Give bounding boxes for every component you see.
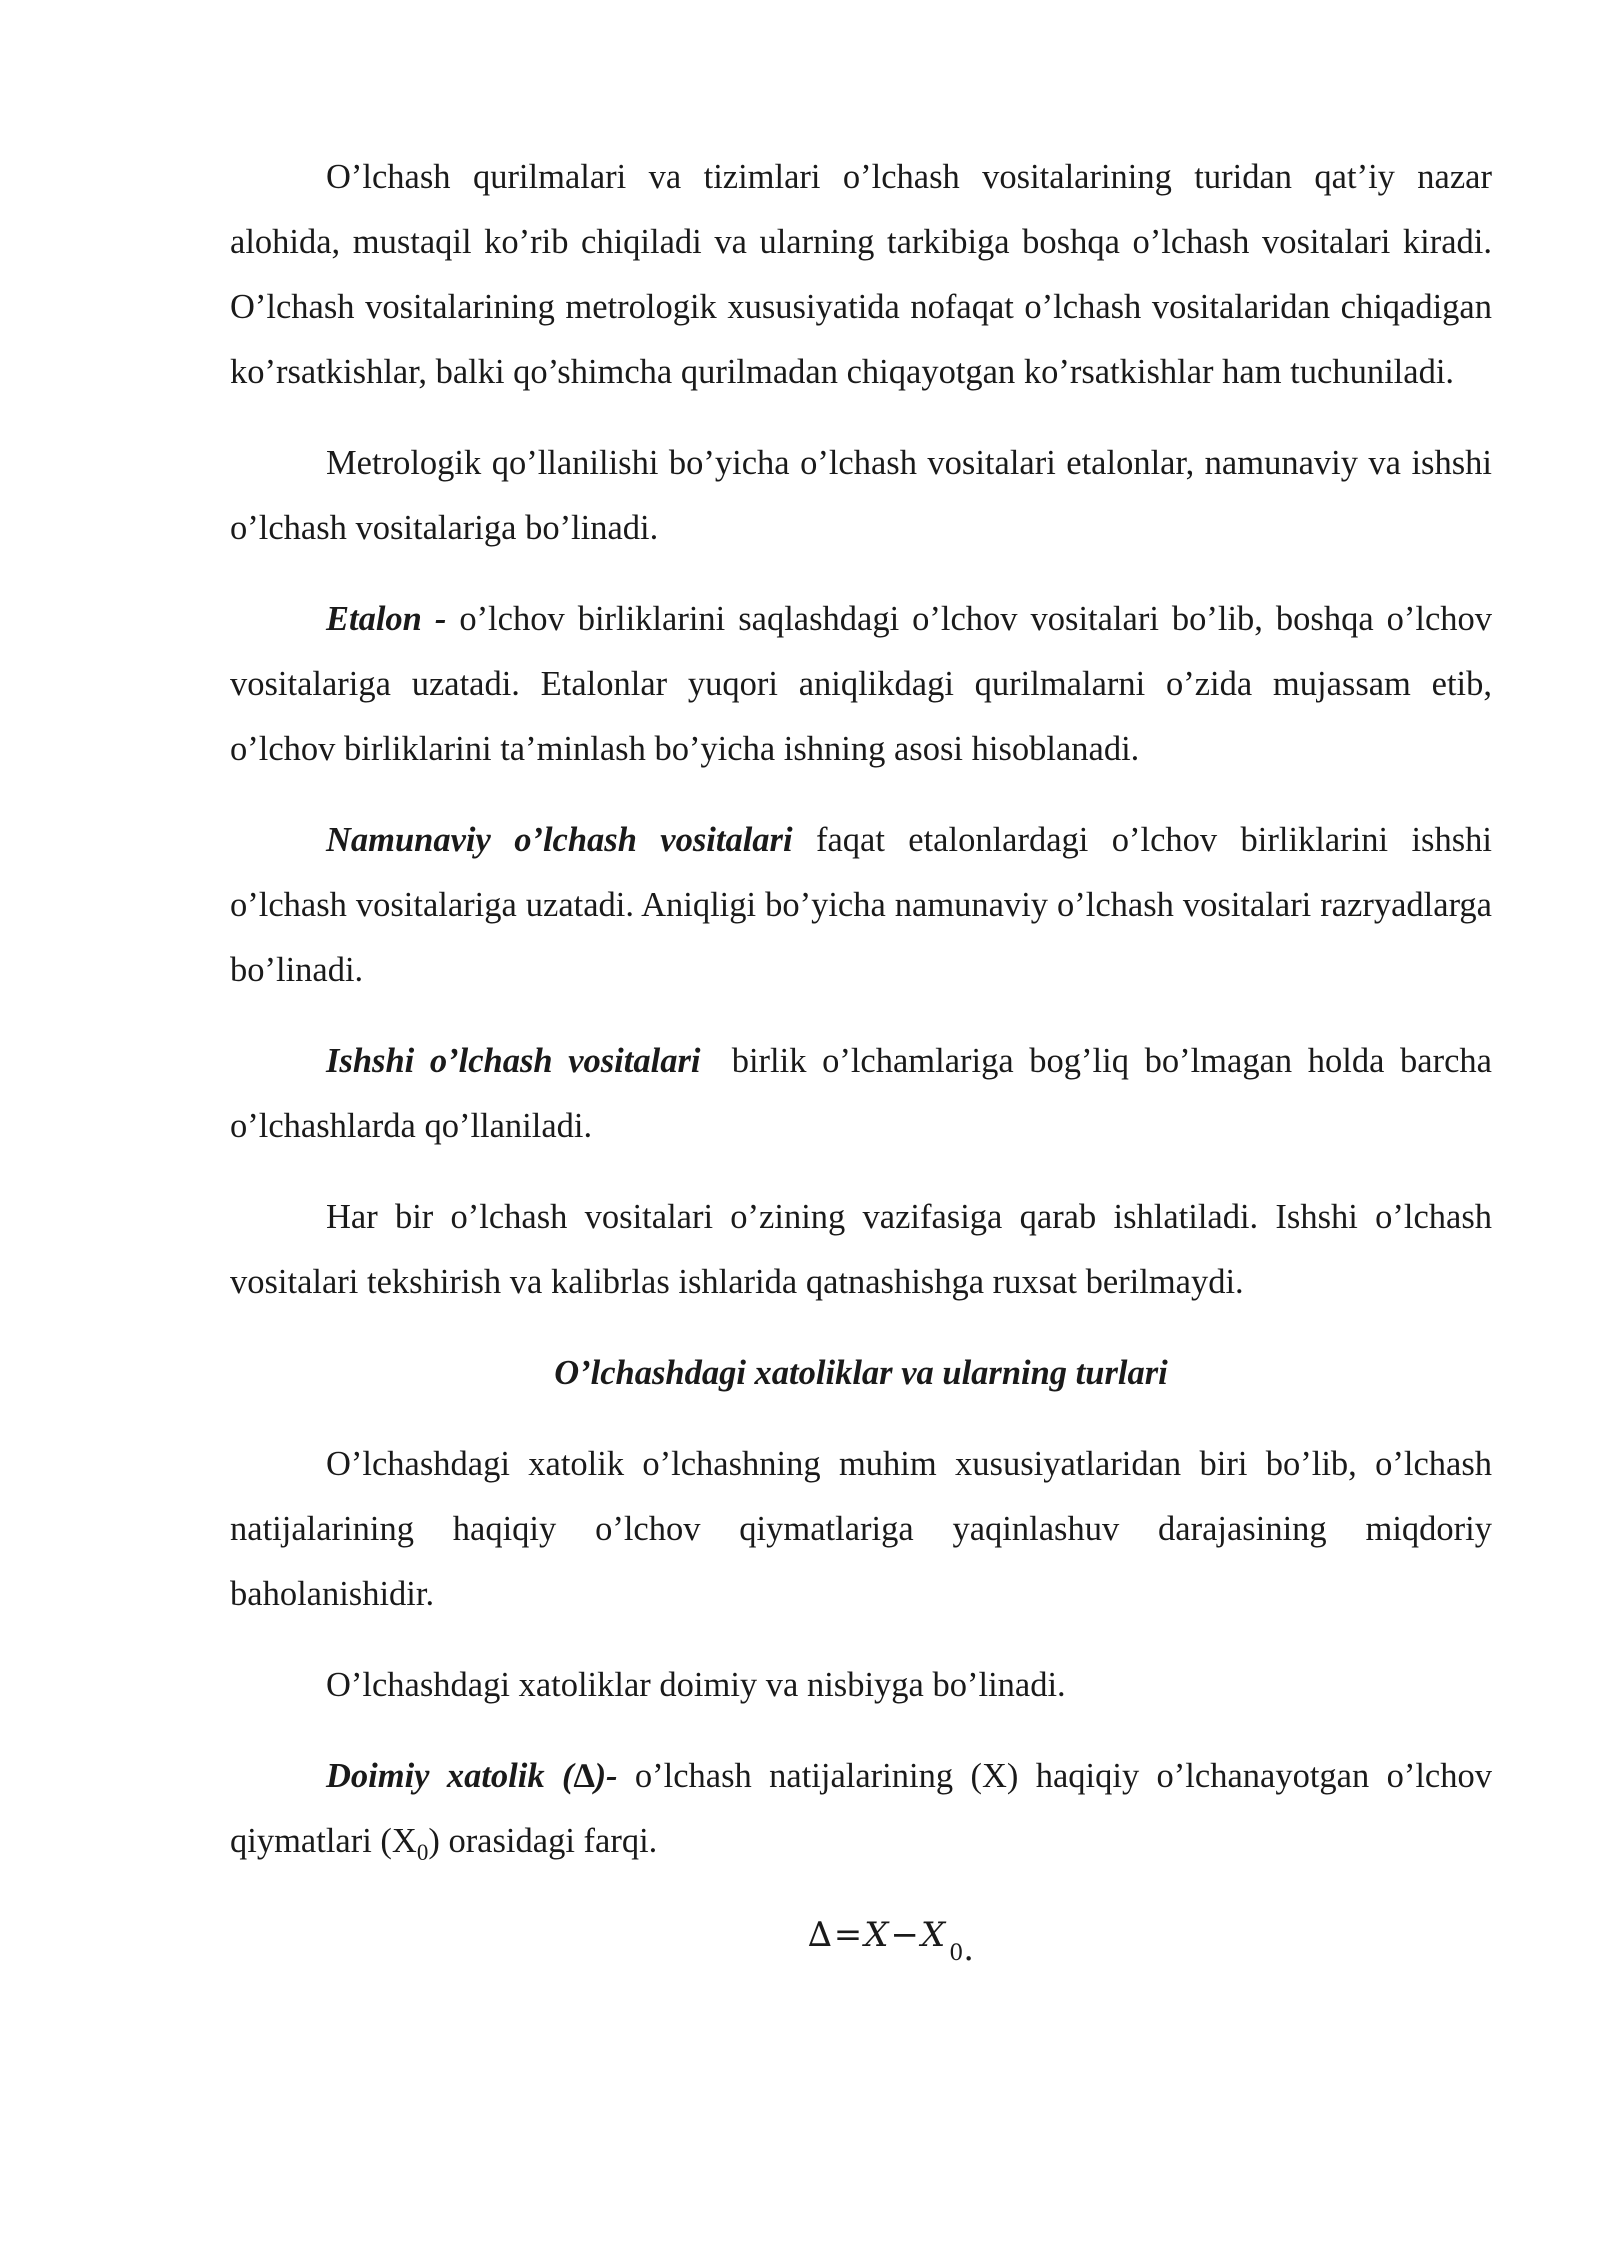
term-sample-instruments: Namunaviy o’lchash vositalari: [326, 821, 793, 859]
paragraph-error-types: O’lchashdagi xatoliklar doimiy va nisbiyga bo’linadi.: [326, 1666, 1066, 1704]
absolute-error-subscript: 0: [416, 1840, 429, 1865]
section-heading-errors: O’lchashdagi xatoliklar va ularning turlari: [554, 1354, 1168, 1392]
absolute-error-text-a: o’lchash natijalarining (X) haqiqiy o’lchanayotgan o’lchov qiymatlari (X: [230, 1757, 1492, 1860]
formula-minus: −: [890, 1915, 919, 1955]
paragraph-sample-instruments: [230, 808, 1492, 1003]
absolute-error-text-b: ) orasidagi farqi.: [428, 1822, 658, 1860]
formula-equals: =: [833, 1915, 863, 1955]
formula-x: X: [864, 1915, 889, 1955]
formula-x0: X: [920, 1915, 946, 1955]
paragraph-measuring-devices: O’lchash qurilmalari va tizimlari o’lchash vositalarining turidan qat’iy nazar alohida, mustaqil ko’rib chiqiladi va ularning tarkibiga boshqa o’lchash vositalari kiradi. O’lchash vositalarining metrologik xususiyatida nofaqat o’lchash vositalaridan chiqadigan ko’rsatkishlar, balki qo’shimcha qurilmadan chiqayotgan ko’rsatkishlar ham tuchuniladi.: [230, 158, 1492, 391]
paragraph-instrument-purpose: Har bir o’lchash vositalari o’zining vazifasiga qarab ishlatiladi. Ishshi o’lchash vositalari tekshirish va kalibrlas ishlarida qatnashishga ruxsat berilmaydi.: [230, 1198, 1492, 1301]
etalon-definition: o’lchov birliklarini saqlashdagi o’lchov vositalari bo’lib, boshqa o’lchov vositalariga uzatadi. Etalonlar yuqori aniqlikdagi qurilmalarni o’zida mujassam etib, o’lchov birliklarini ta’minlash bo’yicha ishning asosi hisoblanadi.: [230, 600, 1493, 768]
paragraph-absolute-error: [230, 1744, 1492, 1877]
term-absolute-error: Doimiy xatolik (∆)-: [326, 1757, 618, 1795]
paragraph-metrological-application: Metrologik qo’llanilishi bo’yicha o’lchash vositalari etalonlar, namunaviy va ishshi o’lchash vositalariga bo’linadi.: [230, 444, 1492, 547]
paragraph-etalon: [230, 587, 1492, 782]
working-instruments-definition: birlik o’lchamlariga bog’liq bo’lmagan holda barcha o’lchashlarda qo’llaniladi.: [230, 1042, 1501, 1145]
sample-instruments-definition: faqat etalonlardagi o’lchov birliklarini ishshi o’lchash vositalariga uzatadi. Aniqligi bo’yicha namunaviy o’lchash vositalari razryadlarga bo’linadi.: [230, 821, 1492, 989]
formula-subscript: 0: [949, 1941, 964, 1966]
formula-period: .: [963, 1929, 974, 1969]
paragraph-error-definition: O’lchashdagi xatolik o’lchashning muhim xususiyatlaridan biri bo’lib, o’lchash natijalarining haqiqiy o’lchov qiymatlariga yaqinlashuv darajasining miqdoriy baholanishidir.: [230, 1445, 1492, 1613]
formula-absolute-error: [230, 1903, 1492, 1972]
document-page: [230, 145, 1501, 1972]
formula-delta: ∆: [808, 1915, 832, 1955]
paragraph-working-instruments: [230, 1029, 1501, 1159]
term-etalon: Etalon -: [326, 600, 447, 638]
term-working-instruments: Ishshi o’lchash vositalari: [326, 1042, 701, 1080]
